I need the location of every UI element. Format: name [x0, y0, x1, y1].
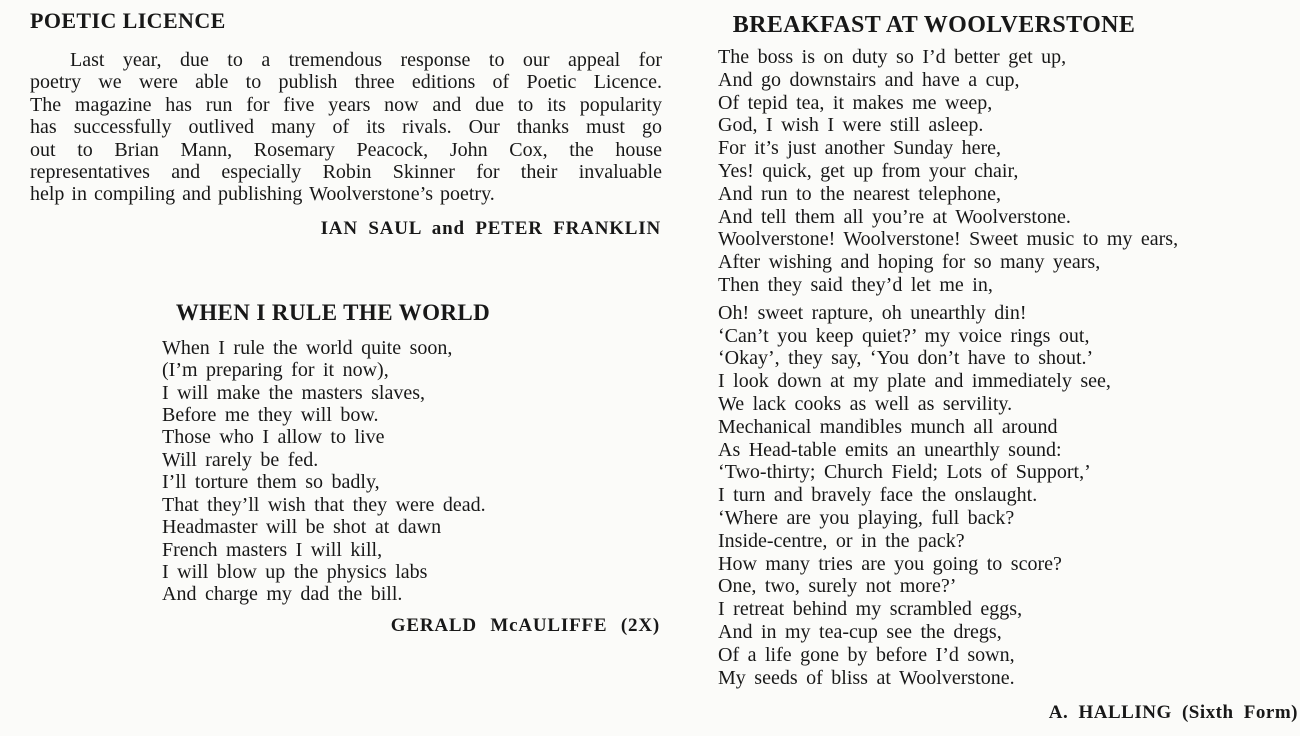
article-paragraph: [30, 49, 662, 206]
poem-line: The boss is on duty so I’d better get up,: [718, 46, 1067, 68]
poem-line: French masters I will kill,: [162, 538, 383, 561]
poem-line: I look down at my plate and immediately see,: [718, 370, 1111, 393]
poem-line: ‘Okay’, they say, ‘You don’t have to shout.’: [718, 347, 1094, 370]
paragraph-line: representatives and especially Robin Skinner for their invaluable: [30, 161, 662, 184]
article-title-poetic-licence: POETIC LICENCE: [30, 8, 226, 33]
article-byline: IAN SAUL and PETER FRANKLIN: [320, 217, 661, 239]
poem-line: And run to the nearest telephone,: [718, 182, 1001, 205]
poem-line: Mechanical mandibles munch all around: [718, 415, 1058, 438]
poem-line: How many tries are you going to score?: [718, 552, 1062, 575]
right-column: [718, 12, 1298, 724]
poem-line: Headmaster will be shot at dawn: [162, 516, 442, 539]
paragraph-line: The magazine has run for five years now and due to its popularity: [30, 93, 662, 116]
poem-line: Of a life gone by before I’d sown,: [718, 643, 1015, 666]
poem-line: ‘Two-thirty; Church Field; Lots of Support,’: [718, 461, 1091, 484]
poem-line: ‘Can’t you keep quiet?’ my voice rings out,: [718, 324, 1090, 347]
poem-line: Before me they will bow.: [162, 404, 379, 427]
paragraph-line: Last year, due to a tremendous response to our appeal for: [70, 49, 662, 71]
poem-line: Inside-centre, or in the pack?: [718, 529, 965, 552]
poem-title-breakfast-at-woolverstone: BREAKFAST AT WOOLVERSTONE: [732, 12, 1136, 38]
poem-line: Woolverstone! Woolverstone! Sweet music to my ears,: [718, 228, 1179, 251]
poem-line: As Head-table emits an unearthly sound:: [718, 438, 1062, 461]
poem-line: ‘Where are you playing, full back?: [718, 506, 1015, 529]
poem-body-when-i-rule: [162, 337, 662, 606]
paragraph-line: has successfully outlived many of its rivals. Our thanks must go: [30, 116, 662, 139]
poem-title-when-i-rule-the-world: WHEN I RULE THE WORLD: [175, 299, 491, 325]
left-column: [30, 8, 662, 637]
poem-line: I’ll torture them so badly,: [162, 471, 380, 494]
paragraph-line: out to Brian Mann, Rosemary Peacock, John Cox, the house: [30, 138, 662, 161]
poem-line: And charge my dad the bill.: [162, 583, 403, 606]
poem-line: I will blow up the physics labs: [162, 560, 428, 583]
poem-line: I will make the masters slaves,: [162, 381, 425, 404]
poem-line: Oh! sweet rapture, oh unearthly din!: [718, 301, 1027, 324]
poem-line: Those who I allow to live: [162, 426, 385, 449]
poem-line: God, I wish I were still asleep.: [718, 114, 984, 137]
poem-line: Will rarely be fed.: [162, 448, 319, 471]
poem-byline-a-halling: A. HALLING (Sixth Form): [1048, 702, 1298, 724]
poem-line: After wishing and hoping for so many years,: [718, 251, 1101, 274]
poem-line: I retreat behind my scrambled eggs,: [718, 598, 1023, 621]
poem-section-when-i-rule: [30, 300, 662, 637]
poem-line: And in my tea-cup see the dregs,: [718, 620, 1002, 643]
poem-line: I turn and bravely face the onslaught.: [718, 484, 1038, 507]
poem-line: One, two, surely not more?’: [718, 575, 957, 598]
poem-stanza-2: [718, 302, 1298, 690]
poem-line: That they’ll wish that they were dead.: [162, 493, 486, 516]
poem-line: Of tepid tea, it makes me weep,: [718, 91, 993, 114]
paragraph-line: poetry we were able to publish three editions of Poetic Licence.: [30, 71, 662, 94]
poem-line: My seeds of bliss at Woolverstone.: [718, 666, 1015, 689]
poem-stanza-1: [718, 46, 1298, 297]
poem-line: Yes! quick, get up from your chair,: [718, 159, 1019, 182]
poem-line: For it’s just another Sunday here,: [718, 137, 1002, 160]
poem-line: And tell them all you’re at Woolverstone.: [718, 205, 1071, 228]
poem-line: Then they said they’d let me in,: [718, 273, 993, 296]
poem-byline-gerald-mcauliffe: GERALD McAULIFFE (2X): [390, 614, 660, 636]
poem-line: (I’m preparing for it now),: [162, 359, 389, 382]
poem-line: And go downstairs and have a cup,: [718, 68, 1020, 91]
paragraph-line: help in compiling and publishing Woolverstone’s poetry.: [30, 183, 495, 206]
poem-line: We lack cooks as well as servility.: [718, 392, 1013, 415]
poem-line: When I rule the world quite soon,: [162, 336, 453, 359]
